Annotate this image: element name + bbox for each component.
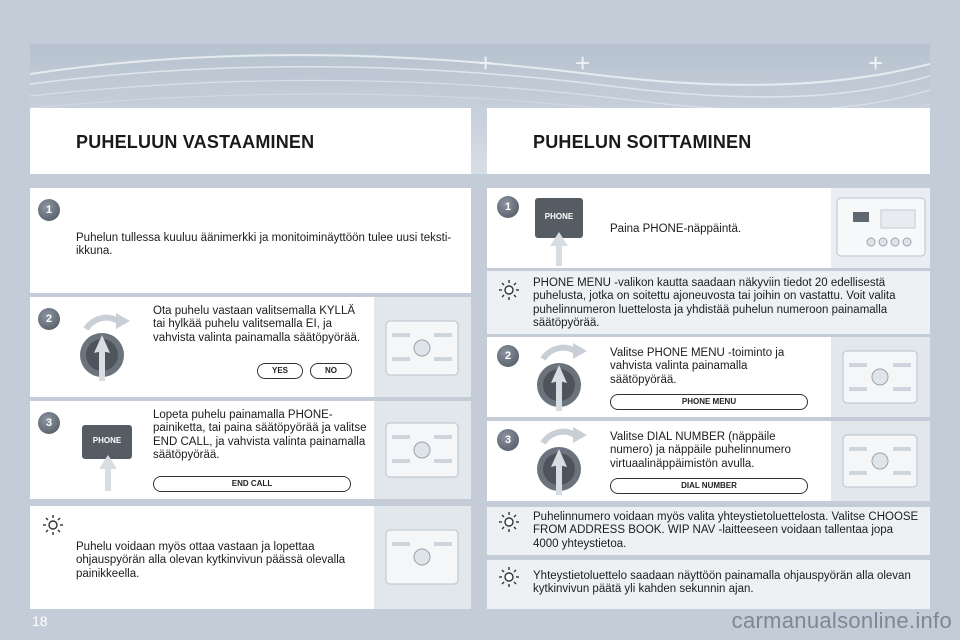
phone-key-label: PHONE bbox=[92, 436, 122, 445]
radio-panel-thumbnail bbox=[374, 506, 471, 609]
right-tip3-panel bbox=[487, 560, 930, 609]
step-number-badge: 2 bbox=[497, 345, 519, 367]
step-number-badge: 1 bbox=[38, 199, 60, 221]
radio-unit-illustration bbox=[831, 337, 930, 417]
plus-decoration-icon: + bbox=[478, 48, 494, 78]
radio-panel-thumbnail bbox=[831, 337, 930, 417]
press-arrow-icon bbox=[549, 232, 569, 266]
step-number-badge: 1 bbox=[497, 196, 519, 218]
left-step3-panel bbox=[30, 401, 471, 499]
left-tip-text: Puhelu voidaan myös ottaa vastaan ja lopettaa ohjauspyörän alla olevan kytkinvivun päässä olevalla painikkeella. bbox=[76, 541, 346, 580]
radio-panel-thumbnail bbox=[374, 401, 471, 499]
left-title-box bbox=[30, 108, 471, 174]
left-section-title: PUHELUUN VASTAAMINEN bbox=[76, 132, 315, 152]
radio-unit-illustration bbox=[374, 401, 471, 499]
right-tip2-panel bbox=[487, 507, 930, 555]
radio-panel-thumbnail bbox=[831, 421, 930, 501]
dial-number-button[interactable]: DIAL NUMBER bbox=[610, 478, 808, 494]
tip-sun-icon bbox=[498, 511, 520, 533]
right-tip3-text: Yhteystietoluettelo saadaan näyttöön painamalla ohjauspyörän alla olevan kytkinvivun päätä yli kahden sekunnin ajan. bbox=[533, 570, 911, 596]
right-step3-text: Valitse DIAL NUMBER (näppäile numero) ja näppäile puhelinnumero virtuaalinäppäimistön avulla. bbox=[610, 431, 791, 470]
step-number-badge: 3 bbox=[38, 412, 60, 434]
press-arrow-icon bbox=[98, 455, 118, 491]
right-tip1-panel bbox=[487, 271, 930, 334]
radio-panel-thumbnail bbox=[374, 297, 471, 397]
right-step2-panel bbox=[487, 337, 930, 417]
watermark: carmanualsonline.info bbox=[731, 608, 952, 633]
plus-decoration-icon: + bbox=[868, 48, 884, 78]
phone-key-icon bbox=[82, 425, 132, 459]
right-step3-panel bbox=[487, 421, 930, 501]
radio-unit-illustration bbox=[831, 421, 930, 501]
left-step1-panel bbox=[30, 188, 471, 293]
left-step3-text: Lopeta puhelu painamalla PHONE-painiketta, tai paina säätöpyörää ja valitse END CALL, ja vahvista valinta painamalla säätöpyörää. bbox=[153, 409, 367, 462]
right-step2-text: Valitse PHONE MENU -toiminto ja vahvista valinta painamalla säätöpyörää. bbox=[610, 347, 785, 386]
phone-menu-button[interactable]: PHONE MENU bbox=[610, 394, 808, 410]
control-knob-icon bbox=[531, 339, 601, 417]
tip-sun-icon bbox=[498, 566, 520, 588]
right-title-box bbox=[487, 108, 930, 174]
tip-sun-icon bbox=[42, 514, 64, 536]
radio-unit-illustration bbox=[831, 188, 930, 268]
left-tip-panel bbox=[30, 506, 471, 609]
control-knob-icon bbox=[531, 423, 601, 501]
control-knob-icon bbox=[74, 307, 144, 387]
yes-button[interactable]: YES bbox=[257, 363, 303, 379]
right-step1-panel bbox=[487, 188, 930, 268]
right-tip2-text: Puhelinnumero voidaan myös valita yhteystietoluettelosta. Valitse CHOOSE FROM ADDRESS BOOK. WIP NAV -laitteeseen voidaan tallentaa jopa 4000 yhteystietoa. bbox=[533, 511, 919, 550]
step-number-badge: 3 bbox=[497, 429, 519, 451]
left-step2-text: Ota puhelu vastaan valitsemalla KYLLÄ tai hylkää puhelu valitsemalla EI, ja vahvista valinta painamalla säätöpyörää. bbox=[153, 305, 361, 344]
right-section-title: PUHELUN SOITTAMINEN bbox=[533, 132, 752, 152]
radio-unit-illustration bbox=[374, 297, 471, 397]
no-button[interactable]: NO bbox=[310, 363, 352, 379]
phone-key-label: PHONE bbox=[544, 212, 574, 221]
tip-sun-icon bbox=[498, 279, 520, 301]
right-tip1-text: PHONE MENU -valikon kautta saadaan näkyviin tiedot 20 edellisestä puhelusta, jotka on soitettu ajoneuvosta tai joihin on vastattu. Voit valita puhelinnumeron luettelosta ja yhdistää puhelun numeroon painamalla säätöpyörää. bbox=[533, 277, 896, 330]
radio-panel-thumbnail bbox=[831, 188, 930, 268]
step-number-badge: 2 bbox=[38, 308, 60, 330]
left-step1-text: Puhelun tullessa kuuluu äänimerkki ja monitoiminäyttöön tulee uusi teksti-ikkuna. bbox=[76, 232, 452, 258]
right-step1-text: Paina PHONE-näppäintä. bbox=[610, 223, 742, 235]
left-step2-panel bbox=[30, 297, 471, 397]
radio-unit-illustration bbox=[374, 506, 471, 609]
page-number: 18 bbox=[32, 613, 48, 629]
end-call-button[interactable]: END CALL bbox=[153, 476, 351, 492]
plus-decoration-icon: + bbox=[575, 48, 591, 78]
